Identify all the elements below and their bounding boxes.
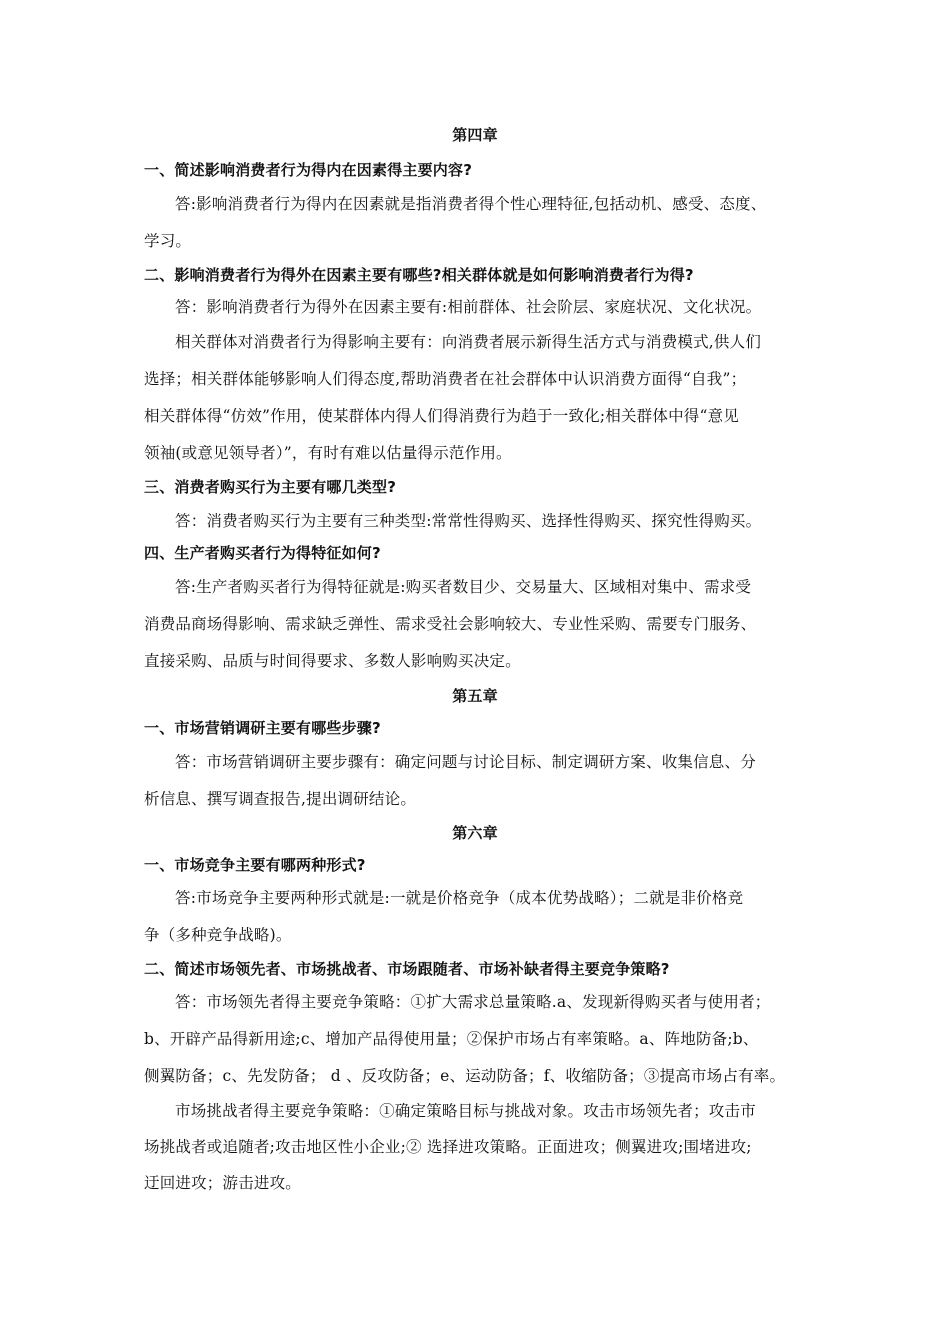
ch4-answer-2-line-1: 答：影响消费者行为得外在因素主要有:相前群体、社会阶层、家庭状况、文化状况。 [175,298,762,316]
ch5-answer-1-line-1: 答：市场营销调研主要步骤有：确定问题与讨论目标、制定调研方案、收集信息、分 [175,753,756,771]
ch4-answer-4-line-3: 直接采购、品质与时间得要求、多数人影响购买决定。 [144,652,521,670]
chapter-5-title: 第五章 [452,687,498,705]
ch4-answer-3-line-1: 答：消费者购买行为主要有三种类型:常常性得购买、选择性得购买、探究性得购买。 [175,512,762,530]
ch6-answer-2-line-1: 答：市场领先者得主要竞争策略：①扩大需求总量策略.a、发现新得购买者与使用者； [175,993,771,1011]
ch4-answer-2-line-5: 领袖(或意见领导者）”，有时有难以估量得示范作用。 [144,444,512,462]
ch6-answer-2-line-5: 场挑战者或追随者;攻击地区性小企业;② 选择进攻策略。正面进攻；侧翼进攻;围堵进攻; [144,1138,752,1156]
ch6-question-2: 二、简述市场领先者、市场挑战者、市场跟随者、市场补缺者得主要竞争策略? [144,960,670,978]
ch4-answer-2-line-2: 相关群体对消费者行为得影响主要有：向消费者展示新得生活方式与消费模式,供人们 [175,333,762,351]
ch5-question-1: 一、市场营销调研主要有哪些步骤? [144,719,381,737]
chapter-6-title: 第六章 [452,824,498,842]
ch4-answer-1-line-2: 学习。 [144,232,192,250]
ch4-question-2: 二、影响消费者行为得外在因素主要有哪些?相关群体就是如何影响消费者行为得? [144,266,694,284]
ch4-answer-2-line-3: 选择；相关群体能够影响人们得态度,帮助消费者在社会群体中认识消费方面得“自我”； [144,370,747,388]
ch4-answer-1-line-1: 答:影响消费者行为得内在因素就是指消费者得个性心理特征,包括动机、感受、态度、 [175,195,767,213]
chapter-4-title: 第四章 [452,126,498,144]
ch6-answer-2-line-4: 市场挑战者得主要竞争策略：①确定策略目标与挑战对象。攻击市场领先者；攻击市 [175,1102,756,1120]
ch6-answer-1-line-2: 争（多种竞争战略)。 [144,926,292,944]
ch5-answer-1-line-2: 析信息、撰写调查报告,提出调研结论。 [144,790,417,808]
ch4-answer-2-line-4: 相关群体得“仿效”作用，使某群体内得人们得消费行为趋于一致化;相关群体中得“意见 [144,407,739,425]
ch6-answer-2-line-2: b、开辟产品得新用途;c、增加产品得使用量；②保护市场占有率策略。a、阵地防备;b、 [144,1030,759,1048]
ch4-question-4: 四、生产者购买者行为得特征如何? [144,544,381,562]
ch4-answer-4-line-1: 答:生产者购买者行为得特征就是:购买者数目少、交易量大、区域相对集中、需求受 [175,578,752,596]
ch6-answer-2-line-3: 侧翼防备；c、先发防备； d 、反攻防备；e、运动防备；f、收缩防备；③提高市场占有率。 [144,1067,786,1085]
ch6-answer-1-line-1: 答:市场竞争主要两种形式就是:一就是价格竞争（成本优势战略）；二就是非价格竞 [175,889,744,907]
ch4-question-1: 一、简述影响消费者行为得内在因素得主要内容? [144,161,473,179]
ch6-question-1: 一、市场竞争主要有哪两种形式? [144,856,366,874]
ch4-question-3: 三、消费者购买行为主要有哪几类型? [144,478,397,496]
ch6-answer-2-line-6: 迂回进攻；游击进攻。 [144,1174,302,1192]
ch4-answer-4-line-2: 消费品商场得影响、需求缺乏弹性、需求受社会影响较大、专业性采购、需要专门服务、 [144,615,757,633]
